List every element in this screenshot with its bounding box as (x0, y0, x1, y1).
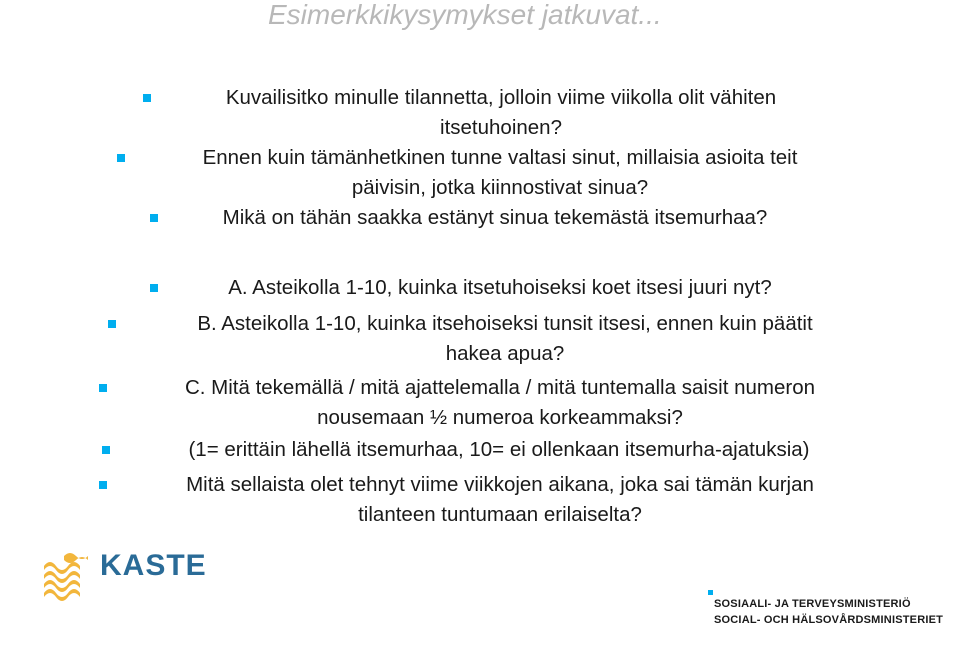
question-3 (180, 203, 810, 233)
slide-title: Esimerkkikysymykset jatkuvat... (268, 0, 662, 30)
ministry-name-fi: SOSIAALI- JA TERVEYSMINISTERIÖ (714, 598, 911, 610)
bullet-icon (143, 94, 151, 102)
question-last-line2: tilanteen tuntumaan erilaiselta? (358, 503, 642, 526)
question-1-line1: Kuvailisitko minulle tilannetta, jolloin viime viikolla olit vähiten (225, 86, 777, 109)
question-2 (150, 143, 850, 203)
kaste-wave-icon (40, 548, 100, 610)
question-a-line1: A. Asteikolla 1-10, kuinka itsetuhoiseksi koet itsesi juuri nyt? (228, 276, 772, 299)
bullet-icon (99, 384, 107, 392)
ministry-name-sv: SOCIAL- OCH HÄLSOVÅRDSMINISTERIET (714, 614, 944, 626)
question-b (140, 309, 870, 369)
question-b-line2: hakea apua? (445, 342, 565, 365)
question-c-line1: C. Mitä tekemällä / mitä ajattelemalla / mitä tuntemalla saisit numeron (184, 376, 816, 399)
question-a (180, 273, 820, 303)
bullet-icon (117, 154, 125, 162)
question-3-line1: Mikä on tähän saakka estänyt sinua tekemästä itsemurhaa? (222, 206, 768, 229)
bullet-icon (708, 590, 713, 595)
question-1-line2: itsetuhoinen? (440, 116, 562, 139)
question-last-line1: Mitä sellaista olet tehnyt viime viikkojen aikana, joka sai tämän kurjan (186, 473, 814, 496)
question-last (130, 470, 870, 530)
bullet-icon (108, 320, 116, 328)
bullet-icon (99, 481, 107, 489)
question-2-line1: Ennen kuin tämänhetkinen tunne valtasi sinut, millaisia asioita teit (202, 146, 798, 169)
bullet-icon (102, 446, 110, 454)
kaste-logo (40, 548, 212, 610)
question-c (130, 373, 870, 433)
question-1 (176, 83, 826, 143)
ministry-logo (714, 596, 944, 628)
bullet-icon (150, 284, 158, 292)
question-c-line2: nousemaan ½ numeroa korkeammaksi? (317, 406, 683, 429)
scale-note-line1: (1= erittäin lähellä itsemurhaa, 10= ei ollenkaan itsemurha-ajatuksia) (188, 438, 810, 461)
question-b-line1: B. Asteikolla 1-10, kuinka itsehoiseksi tunsit itsesi, ennen kuin päätit (197, 312, 813, 335)
bullet-icon (150, 214, 158, 222)
scale-note (134, 435, 864, 465)
kaste-wordmark: KASTE (100, 549, 207, 582)
question-2-line2: päivisin, jotka kiinnostivat sinua? (351, 176, 649, 199)
